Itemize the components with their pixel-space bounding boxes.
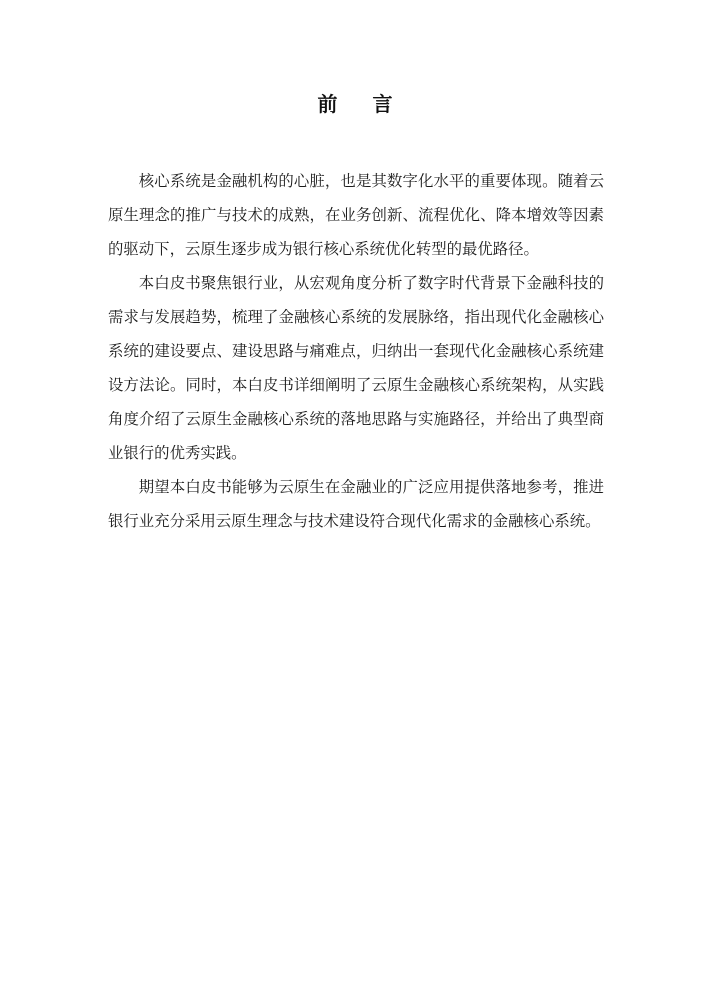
page-title: 前 言 — [317, 92, 407, 116]
paragraph-3: 期望本白皮书能够为云原生在金融业的广泛应用提供落地参考，推进银行业充分采用云原生理念与技术建设符合现代化需求的金融核心系统。 — [108, 478, 604, 530]
paragraph-1: 核心系统是金融机构的心脏，也是其数字化水平的重要体现。随着云原生理念的推广与技术的成熟，在业务创新、流程优化、降本增效等因素的驱动下，云原生逐步成为银行核心系统优化转型的最优路径。 — [108, 172, 604, 258]
preface-body — [108, 164, 604, 538]
paragraph-2: 本白皮书聚焦银行业，从宏观角度分析了数字时代背景下金融科技的需求与发展趋势，梳理了金融核心系统的发展脉络，指出现代化金融核心系统的建设要点、建设思路与痛难点，归纳出一套现代化金融核心系统建设方法论。同时，本白皮书详细阐明了云原生金融核心系统架构，从实践角度介绍了云原生金融核心系统的落地思路与实施路径，并给出了典型商业银行的优秀实践。 — [108, 274, 604, 462]
